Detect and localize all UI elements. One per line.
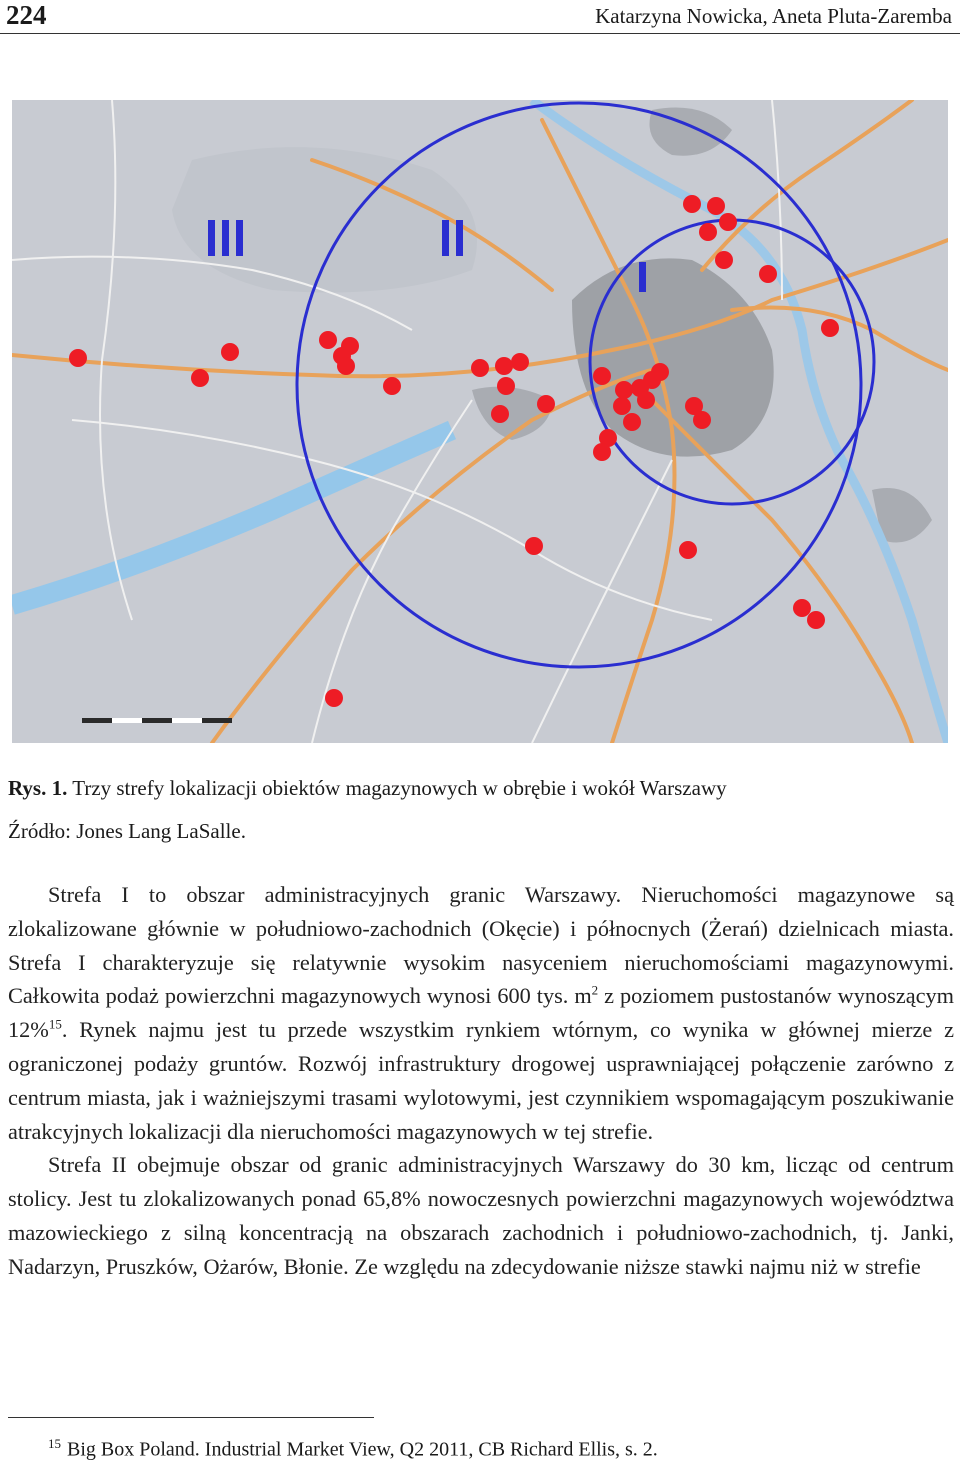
scale-bar (82, 718, 232, 723)
caption-prefix: Rys. 1. (8, 776, 68, 800)
footnote (48, 1436, 658, 1462)
footnote-reference: 15 (48, 1016, 62, 1032)
paragraph-zone-i (8, 878, 954, 1148)
body-text (8, 878, 954, 1284)
paragraph-zone-i-part-a: Strefa I to obszar administracyjnych granic Warszawy. Nieruchomości magazynowe są zlokalizowane głównie w południowo-zachodnich (Okęcie) i północnych (Żerań) dzielnicach miasta. Strefa I charakteryzuje się relatywnie wysokim nasyceniem nieruchomościami magazynowymi. Całkowita podaż powierzchni magazynowych wynosi 600 tys. m (8, 882, 954, 1009)
map-land (12, 100, 948, 743)
paragraph-zone-ii: Strefa II obejmuje obszar od granic administracyjnych Warszawy do 30 km, licząc od centrum stolicy. Jest tu zlokalizowanych ponad 65,8% nowoczesnych powierzchni magazynowych województwa mazowieckiego z silną koncentracją na obszarach zachodnich i południowo-zachodnich, tj. Janki, Nadarzyn, Pruszków, Ożarów, Błonie. Ze względu na zdecydowanie niższe stawki najmu niż w strefie (8, 1152, 954, 1279)
paragraph-zone-i-part-c: . Rynek najmu jest tu przede wszystkim rynkiem wtórnym, co wynika w głównej mierze z ograniczonej podaży gruntów. Rozwój infrastruktury drogowej usprawniającej połączenie zarówno z centrum miasta, jak i ważniejszymi trasami wylotowymi, jest czynnikiem wspomagającym poszukiwanie atrakcyjnych lokalizacji dla nieruchomości magazynowych w tej strefie. (8, 1017, 954, 1144)
footnote-text: Big Box Poland. Industrial Market View, Q2 2011, CB Richard Ellis, s. 2. (67, 1438, 658, 1461)
page-number: 224 (6, 0, 47, 30)
figure-source: Źródło: Jones Lang LaSalle. (8, 819, 246, 843)
square-meter-superscript: 2 (591, 982, 599, 998)
header-rule (0, 33, 960, 34)
paragraph-zone-i-part-b: z poziomem pustostanów wynoszącym 12% (8, 983, 954, 1043)
footnote-number: 15 (48, 1436, 61, 1451)
zone-i-mark (639, 262, 646, 292)
page-header (0, 0, 960, 34)
caption-text: Trzy strefy lokalizacji obiektów magazynowych w obrębie i wokół Warszawy (72, 776, 727, 800)
running-head-authors: Katarzyna Nowicka, Aneta Pluta-Zaremba (595, 4, 952, 28)
footnote-rule (8, 1417, 374, 1418)
figure-caption (8, 776, 727, 801)
zone-iii-mark (208, 220, 243, 256)
warsaw-zones-map (12, 100, 948, 743)
